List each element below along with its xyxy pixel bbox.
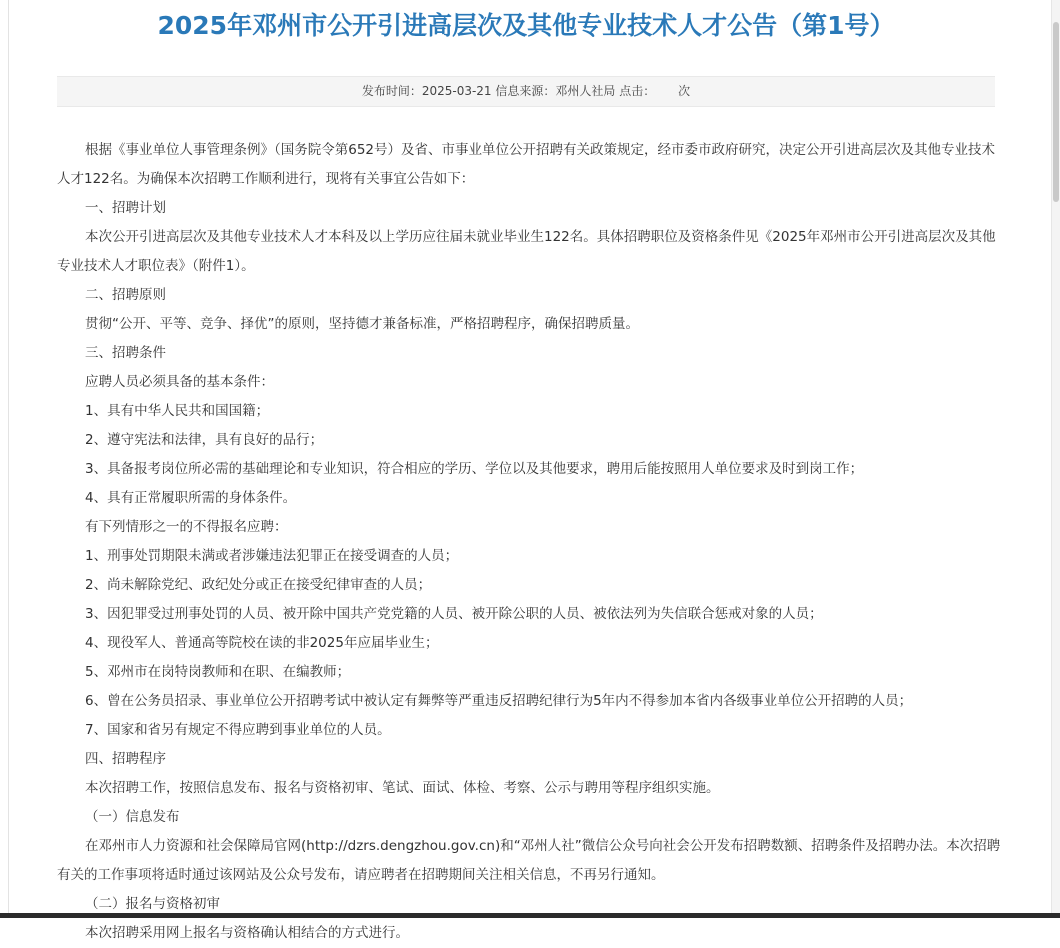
article-meta-bar — [57, 76, 995, 107]
list-item: 6、曾在公务员招录、事业单位公开招聘考试中被认定有舞弊等严重违反招聘纪律行为5年内不得参加本省内各级事业单位公开招聘的人员； — [85, 693, 913, 709]
body-paragraph: 在邓州市人力资源和社会保障局官网(http://dzrs.dengzhou.gov.cn)和“邓州人社”微信公众号向社会公开发布招聘数额、招聘条件及招聘办法。本次招聘有关的工作事项将适时通过该网站及公众号发布，请应聘者在招聘期间关注相关信息，不再另行通知。 — [57, 838, 1001, 883]
subsection-heading: （一）信息发布 — [85, 809, 180, 825]
article-body — [57, 136, 1002, 948]
list-item: 1、具有中华人民共和国国籍； — [85, 403, 270, 419]
list-item: 2、遵守宪法和法律，具有良好的品行； — [85, 432, 324, 448]
body-paragraph: 贯彻“公开、平等、竞争、择优”的原则，坚持德才兼备标准，严格招聘程序，确保招聘质量。 — [85, 316, 639, 332]
clicks-unit: 次 — [678, 84, 691, 98]
section-heading: 一、招聘计划 — [85, 200, 166, 216]
publish-label: 发布时间： — [361, 84, 422, 98]
list-item: 3、具备报考岗位所必需的基础理论和专业知识，符合相应的学历、学位以及其他要求，聘用后能按照用人单位要求及时到岗工作； — [85, 461, 864, 477]
page-left-border — [8, 0, 9, 918]
body-paragraph: 本次招聘工作，按照信息发布、报名与资格初审、笔试、面试、体检、考察、公示与聘用等程序组织实施。 — [85, 780, 720, 796]
body-paragraph: 应聘人员必须具备的基本条件： — [85, 374, 274, 390]
body-paragraph: 本次公开引进高层次及其他专业技术人才本科及以上学历应往届未就业毕业生122名。具体招聘职位及资格条件见《2025年邓州市公开引进高层次及其他专业技术人才职位表》（附件1）。 — [57, 229, 996, 274]
section-heading: 三、招聘条件 — [85, 345, 166, 361]
list-item: 4、现役军人、普通高等院校在读的非2025年应届毕业生； — [85, 635, 439, 651]
section-heading: 二、招聘原则 — [85, 287, 166, 303]
article-title: 2025年邓州市公开引进高层次及其他专业技术人才公告（第1号） — [157, 11, 895, 40]
vertical-scrollbar[interactable] — [1051, 0, 1060, 918]
list-item: 5、邓州市在岗特岗教师和在职、在编教师； — [85, 664, 351, 680]
list-item: 2、尚未解除党纪、政纪处分或正在接受纪律审查的人员； — [85, 577, 432, 593]
source-label: 信息来源： — [495, 84, 556, 98]
list-item: 1、刑事处罚期限未满或者涉嫌违法犯罪正在接受调查的人员； — [85, 548, 459, 564]
list-item: 7、国家和省另有规定不得应聘到事业单位的人员。 — [85, 722, 391, 738]
bottom-edge-bar — [0, 913, 1060, 918]
publish-date: 2025-03-21 — [421, 84, 492, 98]
clicks-label: 点击： — [619, 84, 656, 98]
section-heading: 四、招聘程序 — [85, 751, 166, 767]
intro-paragraph: 根据《事业单位人事管理条例》（国务院令第652号）及省、市事业单位公开招聘有关政策规定，经市委市政府研究，决定公开引进高层次及其他专业技术人才122名。为确保本次招聘工作顺利进行，现将有关事宜公告如下： — [57, 142, 996, 187]
subsection-heading: （二）报名与资格初审 — [85, 896, 220, 912]
list-item: 4、具有正常履职所需的身体条件。 — [85, 490, 297, 506]
scrollbar-thumb[interactable] — [1053, 22, 1059, 202]
body-paragraph: 本次招聘采用网上报名与资格确认相结合的方式进行。 — [85, 925, 409, 941]
source-value: 邓州人社局 — [555, 84, 616, 98]
list-item: 3、因犯罪受过刑事处罚的人员、被开除中国共产党党籍的人员、被开除公职的人员、被依法列为失信联合惩戒对象的人员； — [85, 606, 823, 622]
body-paragraph: 有下列情形之一的不得报名应聘： — [85, 519, 288, 535]
